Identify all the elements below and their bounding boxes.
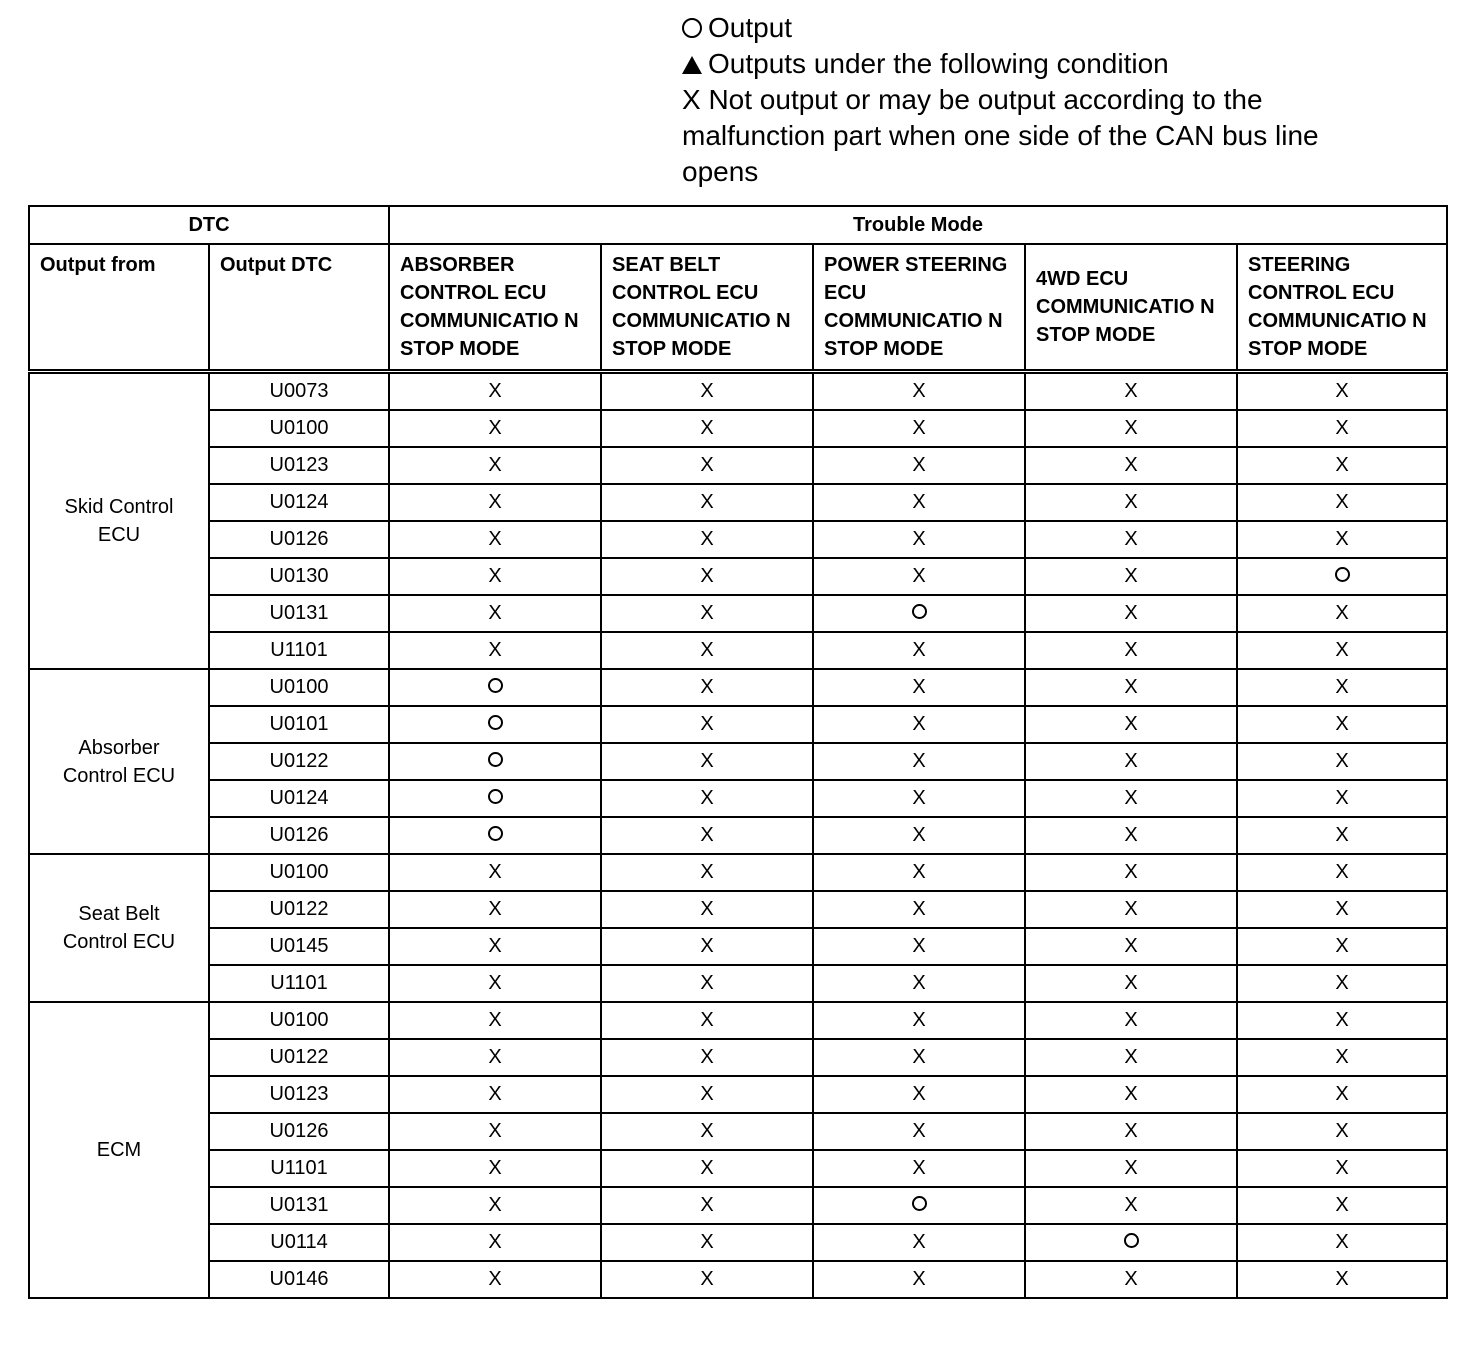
mode-cell: X [389, 1113, 601, 1150]
header-mode: STEERING CONTROL ECU COMMUNICATIO N STOP MODE [1237, 244, 1447, 372]
mode-cell: X [601, 780, 813, 817]
mode-cell: X [389, 521, 601, 558]
mode-cell: X [601, 706, 813, 743]
table-row [29, 669, 1447, 706]
mode-cell: X [1025, 1187, 1237, 1224]
dtc-cell: U0124 [209, 780, 389, 817]
mode-cell: X [813, 1039, 1025, 1076]
mode-cell: X [1025, 928, 1237, 965]
mode-cell: X [601, 595, 813, 632]
mode-cell: X [1025, 1039, 1237, 1076]
mode-cell: X [601, 817, 813, 854]
mode-cell: X [813, 447, 1025, 484]
output-from-cell: ECM [29, 1002, 209, 1298]
mode-cell: X [1237, 1224, 1447, 1261]
circle-icon [912, 1196, 927, 1211]
table-row [29, 780, 1447, 817]
header-mode: ABSORBER CONTROL ECU COMMUNICATIO N STOP MODE [389, 244, 601, 372]
mode-cell: X [601, 1113, 813, 1150]
mode-cell: X [1025, 780, 1237, 817]
mode-cell: X [1237, 1002, 1447, 1039]
table-row [29, 595, 1447, 632]
dtc-cell: U0122 [209, 891, 389, 928]
dtc-cell: U0122 [209, 743, 389, 780]
mode-cell: X [1025, 669, 1237, 706]
mode-cell: X [389, 1002, 601, 1039]
mode-cell: X [601, 1076, 813, 1113]
dtc-cell: U0101 [209, 706, 389, 743]
mode-cell: X [1025, 1076, 1237, 1113]
mode-cell: X [1025, 743, 1237, 780]
mode-cell: X [389, 1150, 601, 1187]
dtc-cell: U0100 [209, 410, 389, 447]
mode-cell: X [1237, 780, 1447, 817]
circle-icon [682, 18, 702, 38]
table-row [29, 1150, 1447, 1187]
dtc-cell: U0122 [209, 1039, 389, 1076]
mode-cell: X [1025, 632, 1237, 669]
mode-cell: X [1025, 1113, 1237, 1150]
mode-cell: X [1237, 447, 1447, 484]
table-row [29, 891, 1447, 928]
mode-cell: X [813, 1113, 1025, 1150]
mode-cell: X [389, 484, 601, 521]
mode-cell [813, 595, 1025, 632]
mode-cell: X [1237, 706, 1447, 743]
dtc-table [28, 205, 1448, 1299]
mode-cell: X [813, 632, 1025, 669]
table-row [29, 854, 1447, 891]
table-row [29, 1002, 1447, 1039]
circle-icon [912, 604, 927, 619]
legend-output: Output [682, 10, 1402, 46]
mode-cell: X [1237, 1187, 1447, 1224]
table-row [29, 1039, 1447, 1076]
mode-cell: X [813, 706, 1025, 743]
circle-icon [1335, 567, 1350, 582]
table-row [29, 965, 1447, 1002]
mode-cell: X [601, 410, 813, 447]
mode-cell: X [1237, 817, 1447, 854]
dtc-cell: U0126 [209, 817, 389, 854]
table-row [29, 410, 1447, 447]
table-row [29, 484, 1447, 521]
dtc-cell: U1101 [209, 965, 389, 1002]
table-row [29, 372, 1447, 411]
mode-cell: X [389, 891, 601, 928]
mode-cell: X [389, 558, 601, 595]
mode-cell: X [1237, 928, 1447, 965]
mode-cell [1025, 1224, 1237, 1261]
mode-cell: X [601, 447, 813, 484]
mode-cell: X [813, 891, 1025, 928]
mode-cell: X [601, 1261, 813, 1298]
header-dtc: DTC [29, 206, 389, 244]
mode-cell: X [601, 1039, 813, 1076]
mode-cell: X [1237, 1039, 1447, 1076]
mode-cell: X [601, 965, 813, 1002]
mode-cell: X [389, 965, 601, 1002]
mode-cell: X [1237, 891, 1447, 928]
output-from-cell: Seat Belt Control ECU [29, 854, 209, 1002]
dtc-cell: U0123 [209, 447, 389, 484]
mode-cell: X [1025, 706, 1237, 743]
table-row [29, 521, 1447, 558]
mode-cell: X [1025, 447, 1237, 484]
mode-cell: X [389, 928, 601, 965]
mode-cell: X [601, 854, 813, 891]
dtc-cell: U0126 [209, 521, 389, 558]
triangle-icon [682, 56, 702, 74]
mode-cell: X [813, 1076, 1025, 1113]
mode-cell: X [1237, 1150, 1447, 1187]
mode-cell: X [1025, 1002, 1237, 1039]
mode-cell: X [1237, 1261, 1447, 1298]
table-body [29, 372, 1447, 1299]
mode-cell: X [813, 965, 1025, 1002]
mode-cell: X [601, 743, 813, 780]
mode-cell: X [813, 780, 1025, 817]
table-row [29, 817, 1447, 854]
legend-not-output: X Not output or may be output according to the malfunction part when one side of the CAN bus line opens [682, 84, 1319, 187]
mode-cell [389, 780, 601, 817]
mode-cell: X [813, 854, 1025, 891]
mode-cell: X [813, 743, 1025, 780]
mode-cell: X [1237, 669, 1447, 706]
mode-cell: X [813, 1150, 1025, 1187]
mode-cell: X [1237, 965, 1447, 1002]
dtc-cell: U1101 [209, 1150, 389, 1187]
mode-cell: X [1237, 632, 1447, 669]
circle-icon [1124, 1233, 1139, 1248]
circle-icon [488, 826, 503, 841]
table-row [29, 928, 1447, 965]
table-row [29, 1076, 1447, 1113]
header-mode: 4WD ECU COMMUNICATIO N STOP MODE [1025, 244, 1237, 372]
mode-cell [389, 743, 601, 780]
mode-cell: X [1025, 595, 1237, 632]
mode-cell: X [601, 1187, 813, 1224]
mode-cell: X [813, 1224, 1025, 1261]
mode-cell [389, 669, 601, 706]
mode-cell: X [389, 1039, 601, 1076]
circle-icon [488, 678, 503, 693]
mode-cell: X [813, 558, 1025, 595]
legend [682, 10, 1402, 190]
mode-cell: X [813, 372, 1025, 411]
header-mode: POWER STEERING ECU COMMUNICATIO N STOP MODE [813, 244, 1025, 372]
mode-cell: X [389, 447, 601, 484]
header-output-from: Output from [29, 244, 209, 372]
mode-cell: X [1025, 817, 1237, 854]
table-row [29, 1261, 1447, 1298]
mode-cell: X [1025, 484, 1237, 521]
table-row [29, 1224, 1447, 1261]
mode-cell: X [1025, 965, 1237, 1002]
mode-cell: X [813, 484, 1025, 521]
table-row [29, 558, 1447, 595]
legend-conditional: Outputs under the following condition [682, 46, 1402, 82]
mode-cell: X [601, 1224, 813, 1261]
table-row [29, 706, 1447, 743]
mode-cell: X [1025, 1150, 1237, 1187]
mode-cell: X [1237, 372, 1447, 411]
mode-cell: X [1025, 372, 1237, 411]
output-from-cell: Skid Control ECU [29, 372, 209, 670]
dtc-cell: U0123 [209, 1076, 389, 1113]
circle-icon [488, 789, 503, 804]
mode-cell: X [389, 1261, 601, 1298]
mode-cell: X [1025, 854, 1237, 891]
mode-cell: X [601, 521, 813, 558]
mode-cell: X [813, 521, 1025, 558]
dtc-cell: U0145 [209, 928, 389, 965]
dtc-cell: U0124 [209, 484, 389, 521]
circle-icon [488, 715, 503, 730]
output-from-cell: Absorber Control ECU [29, 669, 209, 854]
mode-cell: X [389, 595, 601, 632]
mode-cell: X [389, 1076, 601, 1113]
circle-icon [488, 752, 503, 767]
mode-cell: X [1237, 1113, 1447, 1150]
mode-cell: X [1237, 484, 1447, 521]
dtc-cell: U0073 [209, 372, 389, 411]
header-trouble-mode: Trouble Mode [389, 206, 1447, 244]
dtc-cell: U0114 [209, 1224, 389, 1261]
mode-cell: X [1237, 1076, 1447, 1113]
mode-cell: X [813, 928, 1025, 965]
mode-cell: X [389, 410, 601, 447]
mode-cell [1237, 558, 1447, 595]
dtc-cell: U0100 [209, 1002, 389, 1039]
mode-cell: X [601, 558, 813, 595]
table-row [29, 743, 1447, 780]
mode-cell: X [1025, 558, 1237, 595]
mode-cell [813, 1187, 1025, 1224]
mode-cell: X [813, 1261, 1025, 1298]
mode-cell [389, 706, 601, 743]
dtc-cell: U0130 [209, 558, 389, 595]
mode-cell: X [601, 484, 813, 521]
mode-cell [389, 817, 601, 854]
mode-cell: X [389, 372, 601, 411]
mode-cell: X [1237, 743, 1447, 780]
mode-cell: X [389, 1187, 601, 1224]
table-row [29, 447, 1447, 484]
dtc-cell: U1101 [209, 632, 389, 669]
table-row [29, 1187, 1447, 1224]
mode-cell: X [813, 669, 1025, 706]
mode-cell: X [601, 928, 813, 965]
header-output-dtc: Output DTC [209, 244, 389, 372]
dtc-cell: U0126 [209, 1113, 389, 1150]
table-row [29, 1113, 1447, 1150]
mode-cell: X [1025, 1261, 1237, 1298]
mode-cell: X [813, 1002, 1025, 1039]
dtc-cell: U0100 [209, 854, 389, 891]
mode-cell: X [389, 632, 601, 669]
mode-cell: X [1025, 521, 1237, 558]
dtc-cell: U0146 [209, 1261, 389, 1298]
table-row [29, 632, 1447, 669]
header-mode: SEAT BELT CONTROL ECU COMMUNICATIO N STOP MODE [601, 244, 813, 372]
dtc-cell: U0131 [209, 1187, 389, 1224]
mode-cell: X [601, 891, 813, 928]
mode-cell: X [813, 817, 1025, 854]
mode-cell: X [389, 1224, 601, 1261]
mode-cell: X [1237, 410, 1447, 447]
mode-cell: X [601, 372, 813, 411]
mode-cell: X [1025, 410, 1237, 447]
mode-cell: X [813, 410, 1025, 447]
mode-cell: X [601, 669, 813, 706]
mode-cell: X [601, 1002, 813, 1039]
mode-cell: X [1237, 595, 1447, 632]
mode-cell: X [1237, 854, 1447, 891]
mode-cell: X [389, 854, 601, 891]
dtc-cell: U0131 [209, 595, 389, 632]
mode-cell: X [601, 632, 813, 669]
mode-cell: X [601, 1150, 813, 1187]
mode-cell: X [1025, 891, 1237, 928]
mode-cell: X [1237, 521, 1447, 558]
dtc-cell: U0100 [209, 669, 389, 706]
